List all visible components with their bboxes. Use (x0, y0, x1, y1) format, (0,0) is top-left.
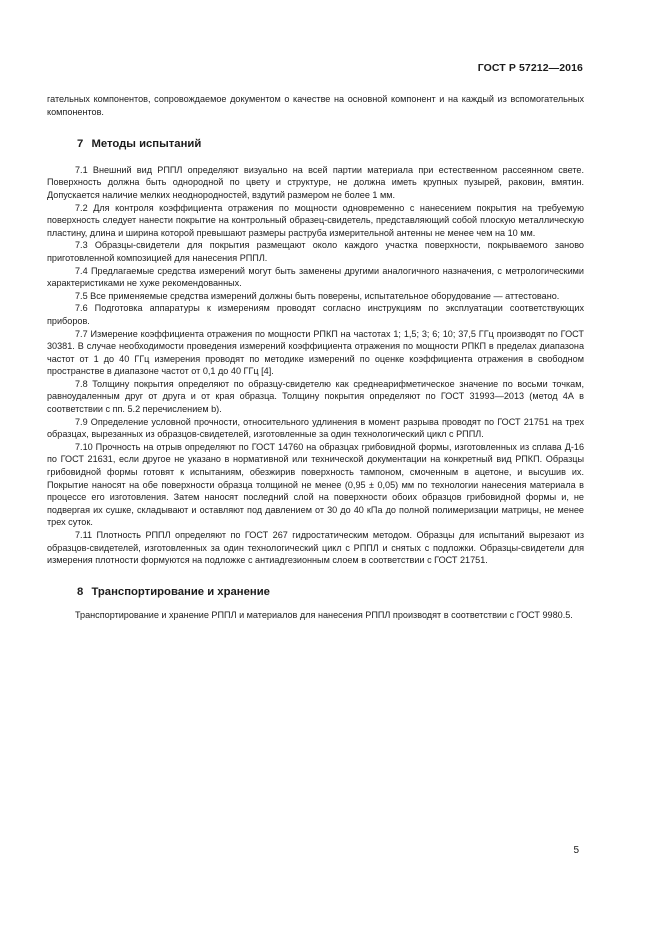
document-body (47, 93, 584, 622)
section-8-number: 8 (77, 585, 84, 598)
paragraph-7-9: 7.9 Определение условной прочности, относительного удлинения в момент разрыва проводят по ГОСТ 21751 на трех образцах, вырезанных из образцов-свидетелей, изготовленные за один технологический цикл с РППЛ. (47, 416, 584, 440)
paragraph-7-2: 7.2 Для контроля коэффициента отражения по мощности одновременно с нанесением покрытия на требуемую поверхность следует нанести покрытие на контрольный образец-свидетель, представляющий собой плоскую металлическую пластину, длина и ширина которой превышают размеры раструба измерительной антенны не менее чем на 10 мм. (47, 202, 584, 238)
paragraph-7-5: 7.5 Все применяемые средства измерений должны быть поверены, испытательное оборудование — аттестовано. (75, 290, 560, 301)
paragraph-8: Транспортирование и хранение РППЛ и материалов для нанесения РППЛ производят в соответствии с ГОСТ 9980.5. (75, 610, 573, 621)
intro-paragraph: гательных компонентов, сопровождаемое документом о качестве на основной компонент и на каждый из вспомогательных компонентов. (47, 94, 584, 117)
paragraph-7-6: 7.6 Подготовка аппаратуры к измерениям проводят согласно инструкциям по эксплуатации соответствующих приборов. (47, 303, 584, 326)
section-8-title: Транспортирование и хранение (91, 585, 270, 598)
section-7-title: Методы испытаний (91, 138, 202, 151)
paragraph-7-10: 7.10 Прочность на отрыв определяют по ГОСТ 14760 на образцах грибовидной формы, изготовленных из сплава Д-16 по ГОСТ 21631, если другое не указано в нормативной или технической документации на конкретный вид РПКП. Образцы грибовидной формы готовят к испытаниям, обезжирив поверхность тампоном, смоченным в ацетоне, и высушив их. Покрытие наносят на обе поверхности образца толщиной не менее (0,95 ± 0,05) мм по технологии нанесения материала в процессе его изготовления. Затем наносят последний слой на поверхности обоих образцов грибовидной формы и, не подвергая их сушке, складывают и оставляют под давлением от 30 до 40 кПа до полной полимеризации матрицы, не менее трех суток. (47, 441, 584, 528)
paragraph-7-3: 7.3 Образцы-свидетели для покрытия размещают около каждого участка поверхности, покрываемого заново приготовленной композицией для нанесения РППЛ. (47, 240, 584, 263)
paragraph-7-8: 7.8 Толщину покрытия определяют по образцу-свидетелю как среднеарифметическое значение по восьми точкам, равноудаленным друг от друга и от края образца. Толщину покрытия определяют по ГОСТ 31993—2013 (метод 4А в соответствии с пп. 5.2 перечислением b). (47, 378, 584, 415)
section-7-heading (77, 138, 584, 151)
paragraph-7-1: 7.1 Внешний вид РППЛ определяют визуально на всей партии материала при естественном рассеянном свете. Поверхность должна быть однородной по цвету и структуре, не должна иметь крупных пузырей, раковин, вмятин. Допускается наличие мелких неоднородностей, вздутий размером не более 1 мм. (47, 164, 584, 200)
section-8-heading (77, 586, 584, 599)
paragraph-7-4: 7.4 Предлагаемые средства измерений могут быть заменены другими аналогичного назначения, с метрологическими характеристиками не хуже рекомендованных. (47, 265, 584, 289)
document-code-header: ГОСТ Р 57212—2016 (477, 62, 583, 74)
paragraph-7-11: 7.11 Плотность РППЛ определяют по ГОСТ 267 гидростатическим методом. Образцы для испытаний вырезают из образцов-свидетелей, изготовленных за один технологический цикл с РППЛ и снятых с подложки. Образцы-свидетели для измерения плотности формуются на подложке с антиадгезионным слоем в соответствии с ГОСТ 21751. (47, 530, 584, 566)
page-number: 5 (573, 845, 579, 856)
paragraph-7-7: 7.7 Измерение коэффициента отражения по мощности РПКП на частотах 1; 1,5; 3; 6; 10; 37,5 ГГц производят по ГОСТ 30381. В случае необходимости проведения измерений коэффициента отражения по мощности РПКП в пределах диапазона частот от 1 до 40 ГГц измерения проводят по методике измерений по оценке коэффициента отражения в свободном пространстве в диапазоне частот от 0,1 до 40 ГГц [4]. (47, 328, 584, 377)
section-7-number: 7 (77, 138, 84, 151)
